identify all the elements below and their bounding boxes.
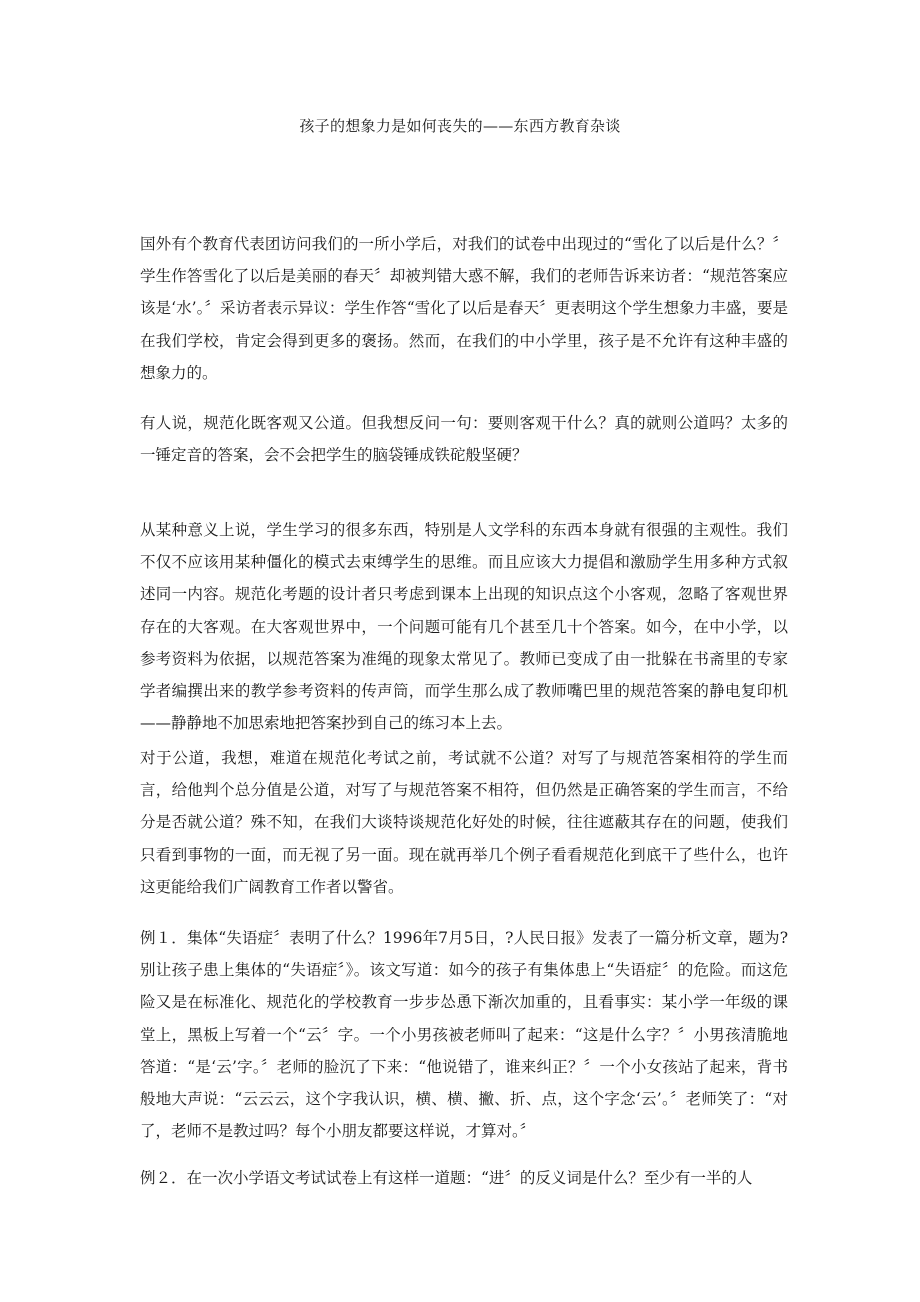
paragraph-4: 对于公道，我想，难道在规范化考试之前，考试就不公道？对写了与规范答案相符的学生而言，给他判个总分值是公道，对写了与规范答案不相符，但仍然是正确答案的学生而言，不给分是否就公道？殊不知，在我们大谈特谈规范化好处的时候，往往遮蔽其存在的问题，使我们只看到事物的一面，而无视了另一面。现在就再举几个例子看看规范化到底干了些什么，也许这更能给我们广阔教育工作者以警省。 bbox=[140, 749, 788, 896]
paragraph-example-2: 例２．在一次小学语文考试试卷上有这样一道题：“进〞的反义词是什么？至少有一半的人 bbox=[140, 1169, 753, 1187]
paragraph-example-1: 例１．集体“失语症〞表明了什么？1996年7月5日，?人民日报》发表了一篇分析文章，题为?别让孩子患上集体的“失语症〞》。该文写道：如今的孩子有集体患上“失语症〞的危险。而这危险又是在标准化、规范化的学校教育一步步怂恿下渐次加重的，且看事实：某小学一年级的课堂上，黑板上写着一个“云〞字。一个小男孩被老师叫了起来：“这是什么字？〞小男孩清脆地答道：“是‘云’字。〞老师的脸沉了下来：“他说错了，谁来纠正？〞一个小女孩站了起来，背书般地大声说：“云云云，这个字我认识，横、横、撇、折、点，这个字念‘云’。〞老师笑了：“对了，老师不是教过吗？每个小朋友都要这样说，才算对。〞 bbox=[140, 929, 788, 1141]
paragraph-3: 从某种意义上说，学生学习的很多东西，特别是人文学科的东西本身就有很强的主观性。我们不仅不应该用某种僵化的模式去束缚学生的思维。而且应该大力提倡和激励学生用多种方式叙述同一内容。规范化考题的设计者只考虑到课本上出现的知识点这个小客观，忽略了客观世界存在的大客观。在大客观世界中，一个问题可能有几个甚至几十个答案。如今，在中小学，以参考资料为依据，以规范答案为准绳的现象太常见了。教师已变成了由一批躲在书斋里的专家学者编撰出来的教学参考资料的传声筒，而学生那么成了教师嘴巴里的规范答案的静电复印机——静静地不加思索地把答案抄到自己的练习本上去。 bbox=[140, 521, 788, 733]
paragraph-1: 国外有个教育代表团访问我们的一所小学后，对我们的试卷中出现过的“雪化了以后是什么？〞学生作答雪化了以后是美丽的春天〞却被判错大惑不解，我们的老师告诉来访者：“规范答案应该是‘水’。〞采访者表示异议：学生作答“雪化了以后是春天〞更表明这个学生想象力丰盛，要是在我们学校，肯定会得到更多的褒扬。然而，在我们的中小学里，孩子是不允许有这种丰盛的想象力的。 bbox=[140, 235, 788, 382]
paragraph-2: 有人说，规范化既客观又公道。但我想反问一句：要则客观干什么？真的就则公道吗？太多的一锤定音的答案，会不会把学生的脑袋锤成铁砣般坚硬？ bbox=[140, 414, 788, 465]
document-title: 孩子的想象力是如何丧失的——东西方教育杂谈 bbox=[299, 117, 621, 135]
